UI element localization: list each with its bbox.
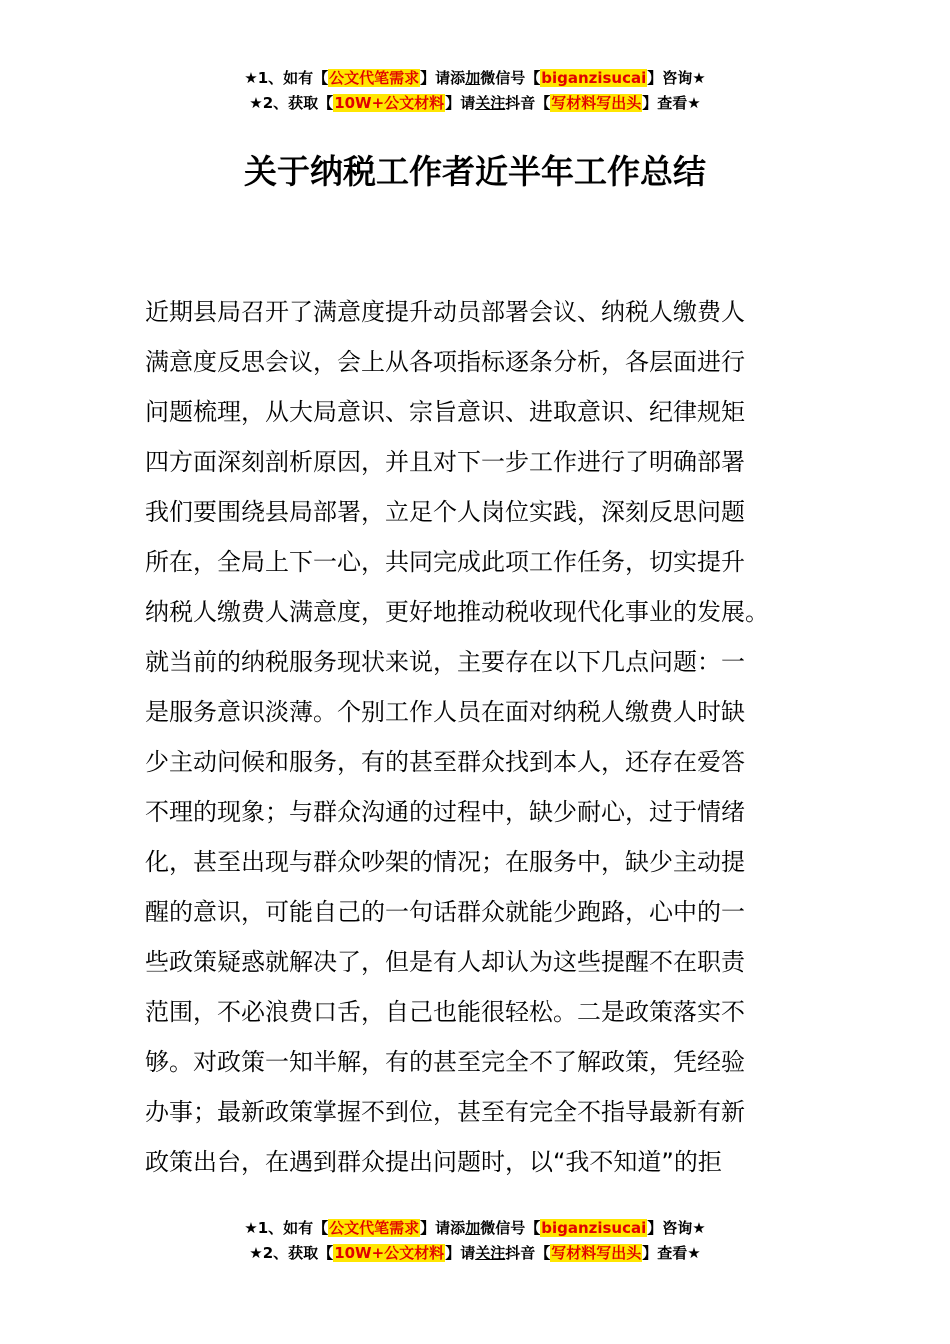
banner-underlined-text: 关注 <box>475 94 506 112</box>
body-line: 些政策疑惑就解决了，但是有人却认为这些提醒不在职责 <box>145 948 745 976</box>
banner-text: 抖音【 <box>505 1244 551 1262</box>
banner-text: 】查看★ <box>642 1244 701 1262</box>
banner-line-1 <box>0 66 950 91</box>
banner-highlight: 公文代笔需求 <box>329 69 420 87</box>
body-line: 就当前的纳税服务现状来说，主要存在以下几点问题：一 <box>145 648 745 676</box>
body-line: 醒的意识，可能自己的一句话群众就能少跑路，心中的一 <box>145 898 745 926</box>
body-line: 问题梳理，从大局意识、宗旨意识、进取意识、纪律规矩 <box>145 398 745 426</box>
banner-line-2 <box>0 1241 950 1266</box>
body-line: 范围，不必浪费口舌，自己也能很轻松。二是政策落实不 <box>145 998 745 1026</box>
body-line: 满意度反思会议，会上从各项指标逐条分析，各层面进行 <box>145 348 745 376</box>
banner-text: 微信号【 <box>480 1219 541 1237</box>
body-line: 纳税人缴费人满意度，更好地推动税收现代化事业的发展。 <box>145 598 769 626</box>
body-line: 办事；最新政策掌握不到位，甚至有完全不指导最新有新 <box>145 1098 745 1126</box>
body-line: 是服务意识淡薄。个别工作人员在面对纳税人缴费人时缺 <box>145 698 745 726</box>
body-line: 近期县局召开了满意度提升动员部署会议、纳税人缴费人 <box>145 298 745 326</box>
body-line: 化，甚至出现与群众吵架的情况；在服务中，缺少主动提 <box>145 848 745 876</box>
banner-highlight: 10W+公文材料 <box>334 94 445 112</box>
banner-text: 】请 <box>445 94 476 112</box>
banner-text: 】查看★ <box>642 94 701 112</box>
banner-line-1 <box>0 1216 950 1241</box>
banner-highlight: 写材料写出头 <box>551 94 642 112</box>
banner-highlight: 公文代笔需求 <box>329 1219 420 1237</box>
document-title: 关于纳税工作者近半年工作总结 <box>244 152 706 191</box>
banner-underlined-text: 加 <box>465 69 481 87</box>
banner-text: 】请添 <box>420 69 466 87</box>
body-line: 政策出台，在遇到群众提出问题时，以“我不知道”的拒 <box>145 1148 722 1176</box>
body-line: 够。对政策一知半解，有的甚至完全不了解政策，凭经验 <box>145 1048 745 1076</box>
banner-underlined-text: 加 <box>465 1219 481 1237</box>
body-line: 所在，全局上下一心，共同完成此项工作任务，切实提升 <box>145 548 745 576</box>
body-line: 不理的现象；与群众沟通的过程中，缺少耐心，过于情绪 <box>145 798 745 826</box>
body-line: 四方面深刻剖析原因，并且对下一步工作进行了明确部署 <box>145 448 745 476</box>
banner-text: ★1、如有【 <box>244 1219 329 1237</box>
banner-text: ★1、如有【 <box>244 69 329 87</box>
banner-text: 】咨询★ <box>647 1219 706 1237</box>
banner-text: ★2、获取【 <box>249 1244 334 1262</box>
banner-underlined-text: 关注 <box>475 1244 506 1262</box>
banner-text: ★2、获取【 <box>249 94 334 112</box>
banner-highlight: 写材料写出头 <box>551 1244 642 1262</box>
banner-text: 抖音【 <box>505 94 551 112</box>
body-line: 我们要围绕县局部署，立足个人岗位实践，深刻反思问题 <box>145 498 745 526</box>
banner-line-2 <box>0 91 950 116</box>
banner-text: 】请添 <box>420 1219 466 1237</box>
footer-banner <box>0 1216 950 1266</box>
banner-highlight: biganzisucai <box>541 1219 647 1237</box>
banner-text: 】咨询★ <box>647 69 706 87</box>
document-body <box>145 287 810 1187</box>
header-banner <box>0 66 950 116</box>
banner-text: 】请 <box>445 1244 476 1262</box>
banner-highlight: 10W+公文材料 <box>334 1244 445 1262</box>
body-line: 少主动问候和服务，有的甚至群众找到本人，还存在爱答 <box>145 748 745 776</box>
banner-text: 微信号【 <box>480 69 541 87</box>
banner-highlight: biganzisucai <box>541 69 647 87</box>
